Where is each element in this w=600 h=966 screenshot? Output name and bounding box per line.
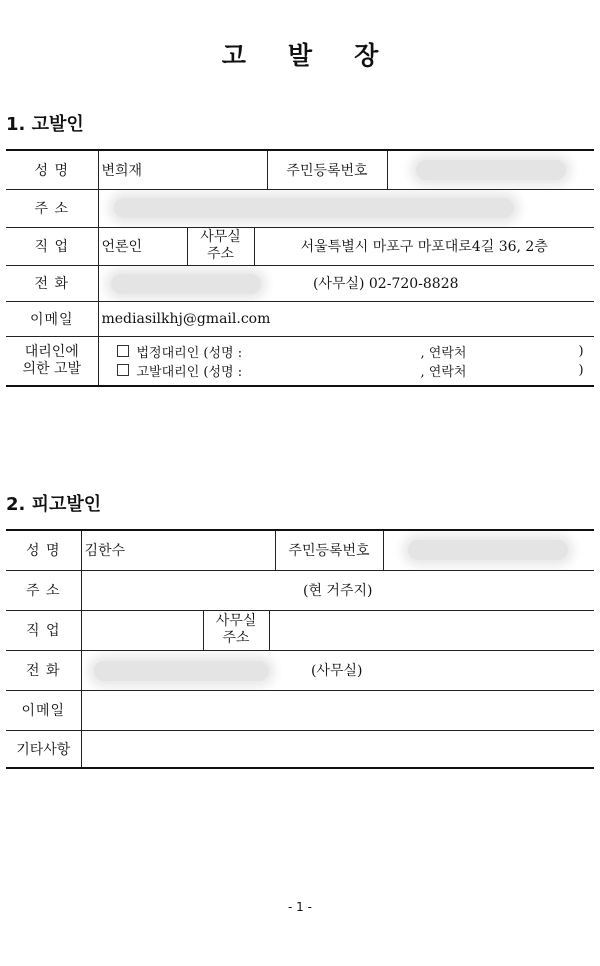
address-redacted — [98, 189, 594, 227]
document-title — [0, 36, 600, 72]
complaint-proxy-close: ) — [578, 362, 584, 378]
phone-label: 전 화 — [6, 265, 98, 301]
other-label: 기타사항 — [6, 730, 81, 768]
phone-office-value: (사무실) — [310, 662, 363, 679]
table-row — [6, 265, 594, 301]
email-value — [81, 690, 594, 730]
resident-number-redacted — [387, 150, 594, 189]
title-char: 발 — [287, 41, 313, 70]
table-row — [6, 227, 594, 265]
legal-proxy-checkbox[interactable] — [117, 345, 129, 357]
occupation-label: 직 업 — [6, 227, 98, 265]
name-label: 성 명 — [6, 150, 98, 189]
table-row — [6, 650, 594, 690]
resident-number-label: 주민등록번호 — [267, 150, 387, 189]
legal-proxy-contact-label: , 연락처 — [420, 345, 467, 361]
phone-label: 전 화 — [6, 650, 81, 690]
occupation-value — [81, 610, 203, 650]
legal-proxy-close: ) — [578, 343, 584, 359]
resident-number-redacted — [383, 530, 594, 570]
table-row — [6, 610, 594, 650]
proxy-options — [98, 336, 594, 386]
complaint-proxy-text: 고발대리인 (성명 : — [136, 364, 243, 380]
office-address-value — [269, 610, 594, 650]
name-label: 성 명 — [6, 530, 81, 570]
occupation-label: 직 업 — [6, 610, 81, 650]
accused-table — [6, 529, 594, 769]
legal-proxy-text: 법정대리인 (성명 : — [136, 345, 243, 361]
table-row — [6, 301, 594, 336]
office-address-label: 사무실 주소 — [203, 610, 269, 650]
address-value: (현 거주지) — [81, 570, 594, 610]
name-value: 변희재 — [98, 150, 267, 189]
email-label: 이메일 — [6, 690, 81, 730]
table-row — [6, 150, 594, 189]
phone-redacted — [111, 274, 261, 294]
page-number: - 1 - — [288, 900, 312, 914]
email-label: 이메일 — [6, 301, 98, 336]
phone-redacted — [94, 661, 269, 681]
office-address-value: 서울특별시 마포구 마포대로4길 36, 2층 — [254, 227, 594, 265]
table-row — [6, 730, 594, 768]
office-address-label: 사무실 주소 — [187, 227, 254, 265]
complaint-proxy-checkbox[interactable] — [117, 364, 129, 376]
resident-number-label: 주민등록번호 — [275, 530, 383, 570]
other-value — [81, 730, 594, 768]
complaint-proxy-contact-label: , 연락처 — [420, 364, 467, 380]
table-row — [6, 189, 594, 227]
address-label: 주 소 — [6, 570, 81, 610]
proxy-option-complaint — [99, 361, 595, 380]
table-row — [6, 690, 594, 730]
proxy-option-legal — [99, 342, 595, 361]
complainant-table — [6, 149, 594, 387]
table-row — [6, 336, 594, 386]
section-heading-complainant: 1. 고발인 — [6, 114, 84, 135]
title-char: 장 — [354, 41, 379, 70]
section-heading-accused: 2. 피고발인 — [6, 494, 102, 515]
phone-office-value: (사무실) 02-720-8828 — [312, 275, 459, 292]
title-char: 고 — [221, 41, 246, 70]
table-row — [6, 570, 594, 610]
proxy-label: 대리인에 의한 고발 — [6, 336, 98, 386]
phone-cell — [98, 265, 594, 301]
name-value: 김한수 — [81, 530, 275, 570]
table-row — [6, 530, 594, 570]
email-value: mediasilkhj@gmail.com — [98, 301, 594, 336]
occupation-value: 언론인 — [98, 227, 187, 265]
phone-cell — [81, 650, 594, 690]
address-label: 주 소 — [6, 189, 98, 227]
